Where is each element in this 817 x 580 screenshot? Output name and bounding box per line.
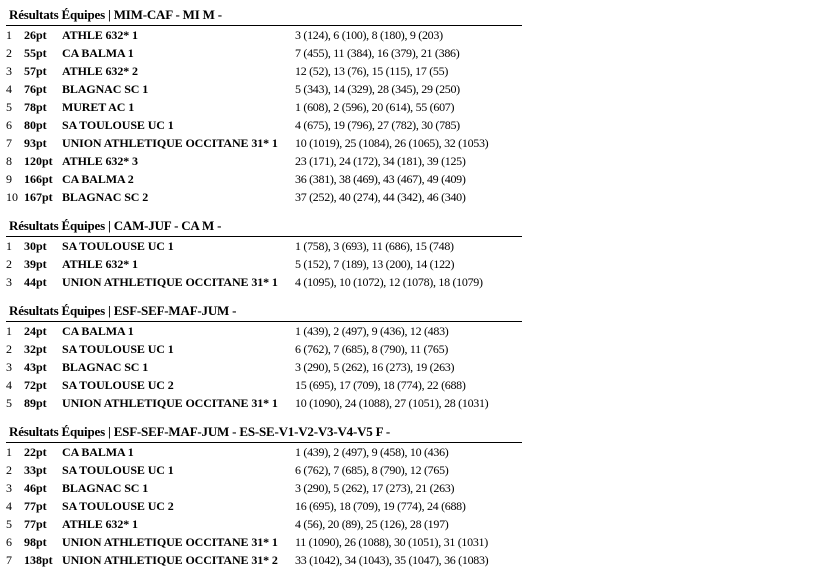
- rank-cell: 6: [6, 118, 12, 132]
- rank-cell: 1: [6, 28, 12, 42]
- rank-cell: 7: [6, 136, 12, 150]
- athlete-positions-cell: 3 (124), 6 (100), 8 (180), 9 (203): [295, 28, 443, 42]
- athlete-positions-cell: 23 (171), 24 (172), 34 (181), 39 (125): [295, 154, 466, 168]
- results-rows: [6, 322, 522, 412]
- points-cell: 33pt: [24, 463, 47, 477]
- rank-cell: 5: [6, 100, 12, 114]
- team-name-cell: SA TOULOUSE UC 1: [62, 342, 174, 356]
- athlete-positions-cell: 10 (1090), 24 (1088), 27 (1051), 28 (1031): [295, 396, 489, 410]
- points-cell: 32pt: [24, 342, 47, 356]
- team-result-row: [6, 116, 522, 134]
- rank-cell: 5: [6, 517, 12, 531]
- team-name-cell: SA TOULOUSE UC 1: [62, 118, 174, 132]
- team-name-cell: CA BALMA 1: [62, 445, 134, 459]
- athlete-positions-cell: 10 (1019), 25 (1084), 26 (1065), 32 (1053): [295, 136, 489, 150]
- team-name-cell: UNION ATHLETIQUE OCCITANE 31* 2: [62, 553, 278, 567]
- team-result-row: [6, 188, 522, 206]
- athlete-positions-cell: 16 (695), 18 (709), 19 (774), 24 (688): [295, 499, 466, 513]
- team-name-cell: ATHLE 632* 1: [62, 257, 138, 271]
- rank-cell: 6: [6, 535, 12, 549]
- rank-cell: 3: [6, 64, 12, 78]
- athlete-positions-cell: 6 (762), 7 (685), 8 (790), 11 (765): [295, 342, 449, 356]
- rank-cell: 1: [6, 445, 12, 459]
- points-cell: 77pt: [24, 499, 47, 513]
- athlete-positions-cell: 5 (152), 7 (189), 13 (200), 14 (122): [295, 257, 455, 271]
- rank-cell: 3: [6, 360, 12, 374]
- points-cell: 43pt: [24, 360, 47, 374]
- rank-cell: 4: [6, 378, 12, 392]
- results-section-cam-juf: [6, 216, 522, 291]
- points-cell: 120pt: [24, 154, 53, 168]
- team-result-row: [6, 551, 522, 569]
- points-cell: 78pt: [24, 100, 47, 114]
- team-name-cell: BLAGNAC SC 1: [62, 82, 149, 96]
- athlete-positions-cell: 1 (758), 3 (693), 11 (686), 15 (748): [295, 239, 454, 253]
- points-cell: 39pt: [24, 257, 47, 271]
- team-result-row: [6, 533, 522, 551]
- team-result-row: [6, 26, 522, 44]
- results-rows: [6, 26, 522, 206]
- team-result-row: [6, 479, 522, 497]
- team-name-cell: CA BALMA 1: [62, 46, 134, 60]
- section-title: Résultats Équipes | ESF-SEF-MAF-JUM -: [6, 301, 522, 322]
- rank-cell: 3: [6, 481, 12, 495]
- team-result-row: [6, 497, 522, 515]
- rank-cell: 2: [6, 463, 12, 477]
- athlete-positions-cell: 7 (455), 11 (384), 16 (379), 21 (386): [295, 46, 460, 60]
- points-cell: 26pt: [24, 28, 47, 42]
- team-name-cell: BLAGNAC SC 1: [62, 360, 149, 374]
- results-section-esf-sef-maf-jum: [6, 301, 522, 412]
- athlete-positions-cell: 11 (1090), 26 (1088), 30 (1051), 31 (1031): [295, 535, 488, 549]
- points-cell: 80pt: [24, 118, 47, 132]
- team-name-cell: ATHLE 632* 1: [62, 517, 138, 531]
- points-cell: 72pt: [24, 378, 47, 392]
- points-cell: 22pt: [24, 445, 47, 459]
- team-result-row: [6, 44, 522, 62]
- team-name-cell: CA BALMA 1: [62, 324, 134, 338]
- team-result-row: [6, 80, 522, 98]
- points-cell: 138pt: [24, 553, 53, 567]
- points-cell: 93pt: [24, 136, 47, 150]
- points-cell: 76pt: [24, 82, 47, 96]
- athlete-positions-cell: 1 (608), 2 (596), 20 (614), 55 (607): [295, 100, 455, 114]
- team-name-cell: BLAGNAC SC 1: [62, 481, 149, 495]
- team-name-cell: ATHLE 632* 2: [62, 64, 138, 78]
- rank-cell: 9: [6, 172, 12, 186]
- points-cell: 30pt: [24, 239, 47, 253]
- results-section-es-se-v-f: [6, 422, 522, 569]
- athlete-positions-cell: 33 (1042), 34 (1043), 35 (1047), 36 (1083): [295, 553, 489, 567]
- team-result-row: [6, 237, 522, 255]
- team-result-row: [6, 62, 522, 80]
- rank-cell: 4: [6, 499, 12, 513]
- team-result-row: [6, 134, 522, 152]
- points-cell: 77pt: [24, 517, 47, 531]
- athlete-positions-cell: 3 (290), 5 (262), 17 (273), 21 (263): [295, 481, 455, 495]
- athlete-positions-cell: 1 (439), 2 (497), 9 (436), 12 (483): [295, 324, 449, 338]
- points-cell: 89pt: [24, 396, 47, 410]
- results-rows: [6, 237, 522, 291]
- rank-cell: 2: [6, 257, 12, 271]
- points-cell: 98pt: [24, 535, 47, 549]
- team-result-row: [6, 443, 522, 461]
- rank-cell: 2: [6, 46, 12, 60]
- team-result-row: [6, 515, 522, 533]
- team-result-row: [6, 170, 522, 188]
- team-result-row: [6, 394, 522, 412]
- points-cell: 57pt: [24, 64, 47, 78]
- athlete-positions-cell: 6 (762), 7 (685), 8 (790), 12 (765): [295, 463, 449, 477]
- athlete-positions-cell: 5 (343), 14 (329), 28 (345), 29 (250): [295, 82, 460, 96]
- team-result-row: [6, 340, 522, 358]
- rank-cell: 8: [6, 154, 12, 168]
- team-name-cell: UNION ATHLETIQUE OCCITANE 31* 1: [62, 275, 278, 289]
- athlete-positions-cell: 4 (56), 20 (89), 25 (126), 28 (197): [295, 517, 449, 531]
- team-result-row: [6, 152, 522, 170]
- results-section-mim-caf: [6, 5, 522, 206]
- team-result-row: [6, 273, 522, 291]
- team-result-row: [6, 461, 522, 479]
- team-name-cell: MURET AC 1: [62, 100, 135, 114]
- team-result-row: [6, 255, 522, 273]
- results-rows: [6, 443, 522, 569]
- team-name-cell: UNION ATHLETIQUE OCCITANE 31* 1: [62, 535, 278, 549]
- team-name-cell: SA TOULOUSE UC 1: [62, 239, 174, 253]
- team-name-cell: SA TOULOUSE UC 2: [62, 378, 174, 392]
- points-cell: 44pt: [24, 275, 47, 289]
- rank-cell: 1: [6, 324, 12, 338]
- points-cell: 24pt: [24, 324, 47, 338]
- team-name-cell: CA BALMA 2: [62, 172, 134, 186]
- section-title: Résultats Équipes | CAM-JUF - CA M -: [6, 216, 522, 237]
- rank-cell: 5: [6, 396, 12, 410]
- rank-cell: 1: [6, 239, 12, 253]
- points-cell: 167pt: [24, 190, 53, 204]
- team-name-cell: SA TOULOUSE UC 2: [62, 499, 174, 513]
- athlete-positions-cell: 12 (52), 13 (76), 15 (115), 17 (55): [295, 64, 449, 78]
- points-cell: 46pt: [24, 481, 47, 495]
- section-title: Résultats Équipes | ESF-SEF-MAF-JUM - ES-SE-V1-V2-V3-V4-V5 F -: [6, 422, 522, 443]
- team-name-cell: SA TOULOUSE UC 1: [62, 463, 174, 477]
- team-name-cell: UNION ATHLETIQUE OCCITANE 31* 1: [62, 396, 278, 410]
- team-name-cell: ATHLE 632* 3: [62, 154, 138, 168]
- athlete-positions-cell: 37 (252), 40 (274), 44 (342), 46 (340): [295, 190, 466, 204]
- team-result-row: [6, 322, 522, 340]
- team-result-row: [6, 98, 522, 116]
- rank-cell: 3: [6, 275, 12, 289]
- rank-cell: 4: [6, 82, 12, 96]
- athlete-positions-cell: 1 (439), 2 (497), 9 (458), 10 (436): [295, 445, 449, 459]
- athlete-positions-cell: 15 (695), 17 (709), 18 (774), 22 (688): [295, 378, 466, 392]
- rank-cell: 10: [6, 190, 18, 204]
- points-cell: 55pt: [24, 46, 47, 60]
- points-cell: 166pt: [24, 172, 53, 186]
- athlete-positions-cell: 3 (290), 5 (262), 16 (273), 19 (263): [295, 360, 455, 374]
- team-name-cell: BLAGNAC SC 2: [62, 190, 149, 204]
- team-name-cell: UNION ATHLETIQUE OCCITANE 31* 1: [62, 136, 278, 150]
- team-result-row: [6, 376, 522, 394]
- athlete-positions-cell: 36 (381), 38 (469), 43 (467), 49 (409): [295, 172, 466, 186]
- athlete-positions-cell: 4 (1095), 10 (1072), 12 (1078), 18 (1079): [295, 275, 483, 289]
- section-title: Résultats Équipes | MIM-CAF - MI M -: [6, 5, 522, 26]
- rank-cell: 7: [6, 553, 12, 567]
- team-result-row: [6, 358, 522, 376]
- rank-cell: 2: [6, 342, 12, 356]
- team-name-cell: ATHLE 632* 1: [62, 28, 138, 42]
- athlete-positions-cell: 4 (675), 19 (796), 27 (782), 30 (785): [295, 118, 460, 132]
